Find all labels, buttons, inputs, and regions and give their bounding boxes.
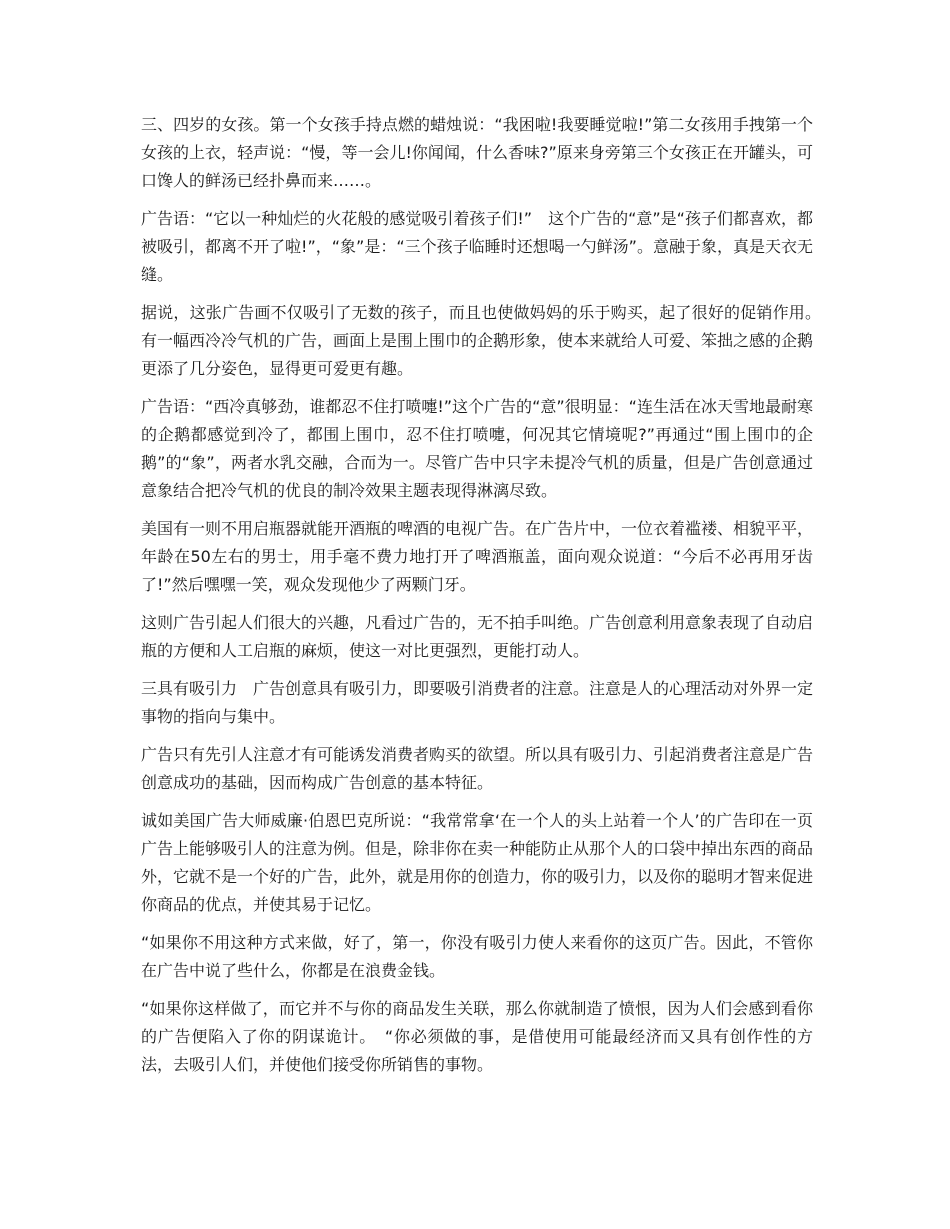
- paragraph: “如果你不用这种方式来做，好了，第一，你没有吸引力使人来看你的这页广告。因此，不管你在广告中说了些什么，你都是在浪费金钱。: [141, 933, 813, 980]
- paragraph: 广告语：“它以一种灿烂的火花般的感觉吸引着孩子们!” 这个广告的“意”是“孩子们都喜欢，都被吸引，都离不开了啦!”，“象”是：“三个孩子临睡时还想喝一勺鲜汤”。意融于象，真是天衣无缝。: [141, 209, 813, 284]
- paragraph: 这则广告引起人们很大的兴趣，凡看过广告的，无不拍手叫绝。广告创意利用意象表现了自动启瓶的方便和人工启瓶的麻烦，使这一对比更强烈，更能打动人。: [141, 613, 814, 660]
- paragraph: “如果你这样做了，而它并不与你的商品发生关联，那么你就制造了愤恨，因为人们会感到看你的广告便陷入了你的阴谋诡计。 “你必须做的事，是借使用可能最经济而又具有创作性的方法，去吸引人们，并使他们接受你所销售的事物。: [141, 999, 813, 1074]
- document-page: [141, 111, 830, 1089]
- paragraph: 诚如美国广告大师威廉·伯恩巴克所说：“我常常拿‘在一个人的头上站着一个人’的广告印在一页广告上能够吸引人的注意为例。但是，除非你在卖一种能防止从那个人的口袋中掉出东西的商品外，它就不是一个好的广告，此外，就是用你的创造力，你的吸引力，以及你的聪明才智来促进你商品的优点，并使其易于记忆。: [141, 811, 814, 914]
- paragraph: 三、四岁的女孩。第一个女孩手持点燃的蜡烛说：“我困啦!我要睡觉啦!”第二女孩用手拽第一个女孩的上衣，轻声说：“慢，等一会儿!你闻闻，什么香味?”原来身旁第三个女孩正在开罐头，可口馋人的鲜汤已经扑鼻而来……。: [141, 115, 813, 190]
- paragraph: 广告只有先引人注意才有可能诱发消费者购买的欲望。所以具有吸引力、引起消费者注意是广告创意成功的基础，因而构成广告创意的基本特征。: [141, 745, 814, 792]
- paragraph: 广告语：“西冷真够劲，谁都忍不住打喷嚏!”这个广告的“意”很明显：“连生活在冰天雪地最耐寒的企鹅都感觉到冷了，都围上围巾，忍不住打喷嚏，何况其它情境呢?”再通过“围上围巾的企鹅”的“象”，两者水乳交融，合而为一。尽管广告中只字未提冷气机的质量，但是广告创意通过意象结合把冷气机的优良的制冷效果主题表现得淋漓尽致。: [141, 397, 813, 500]
- paragraph: 据说，这张广告画不仅吸引了无数的孩子，而且也使做妈妈的乐于购买，起了很好的促销作用。 有一幅西冷冷气机的广告，画面上是围上围巾的企鹅形象，使本来就给人可爱、笨拙之感的企鹅更添了几分姿色，显得更可爱更有趣。: [141, 303, 830, 378]
- paragraph: 美国有一则不用启瓶器就能开酒瓶的啤酒的电视广告。在广告片中，一位衣着褴褛、相貌平平，年龄在50左右的男士，用手毫不费力地打开了啤酒瓶盖，面向观众说道：“今后不必再用牙齿了!”然后嘿嘿一笑，观众发现他少了两颗门牙。: [141, 519, 814, 594]
- paragraph: 三具有吸引力 广告创意具有吸引力，即要吸引消费者的注意。注意是人的心理活动对外界一定事物的指向与集中。: [141, 679, 814, 726]
